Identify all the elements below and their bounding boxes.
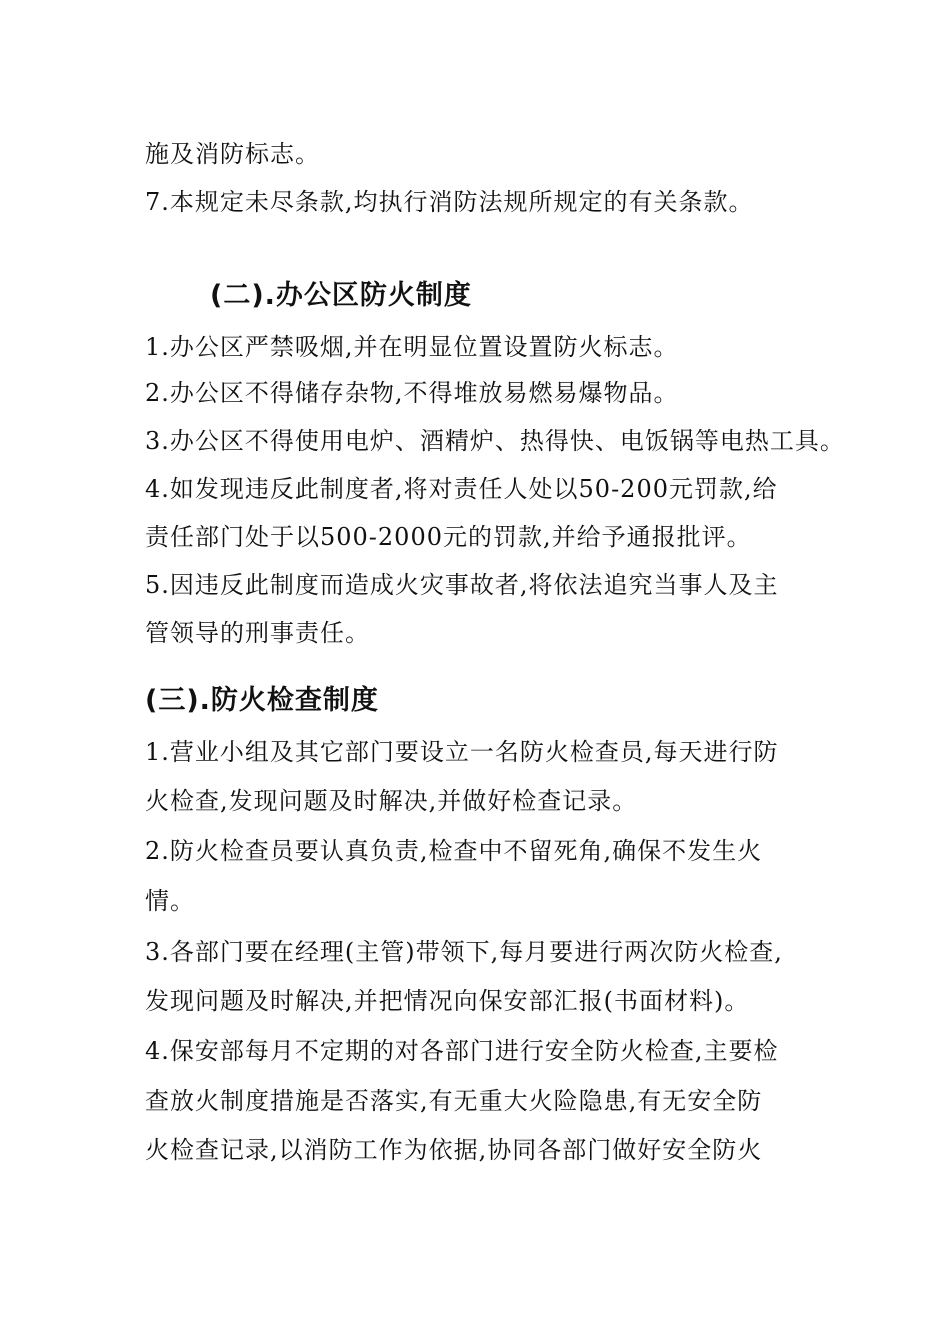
text-line: 5.因违反此制度而造成火灾事故者,将依法追究当事人及主 [145, 571, 779, 599]
text-line: 火检查记录,以消防工作为依据,协同各部门做好安全防火 [145, 1136, 763, 1164]
text-line: 管领导的刑事责任。 [145, 619, 370, 647]
section-heading: (三).防火检查制度 [145, 685, 379, 716]
section-heading: (二).办公区防火制度 [210, 280, 472, 311]
text-line: 1.营业小组及其它部门要设立一名防火检查员,每天进行防 [145, 738, 779, 766]
text-line: 情。 [145, 887, 195, 915]
text-line: 1.办公区严禁吸烟,并在明显位置设置防火标志。 [145, 333, 679, 361]
text-line: 查放火制度措施是否落实,有无重大火险隐患,有无安全防 [145, 1087, 763, 1115]
text-line: 2.办公区不得储存杂物,不得堆放易燃易爆物品。 [145, 379, 679, 407]
text-line: 3.各部门要在经理(主管)带领下,每月要进行两次防火检查, [145, 938, 783, 966]
text-line: 责任部门处于以500-2000元的罚款,并给予通报批评。 [145, 523, 752, 551]
text-line: 火检查,发现问题及时解决,并做好检查记录。 [145, 787, 638, 815]
text-line: 发现问题及时解决,并把情况向保安部汇报(书面材料)。 [145, 987, 750, 1015]
text-line: 3.办公区不得使用电炉、酒精炉、热得快、电饭锅等电热工具。 [145, 427, 845, 455]
text-line: 4.如发现违反此制度者,将对责任人处以50-200元罚款,给 [145, 475, 778, 503]
text-line: 7.本规定未尽条款,均执行消防法规所规定的有关条款。 [145, 188, 754, 216]
text-line: 施及消防标志。 [145, 140, 320, 168]
text-line: 4.保安部每月不定期的对各部门进行安全防火检查,主要检 [145, 1037, 779, 1065]
text-line: 2.防火检查员要认真负责,检查中不留死角,确保不发生火 [145, 837, 763, 865]
